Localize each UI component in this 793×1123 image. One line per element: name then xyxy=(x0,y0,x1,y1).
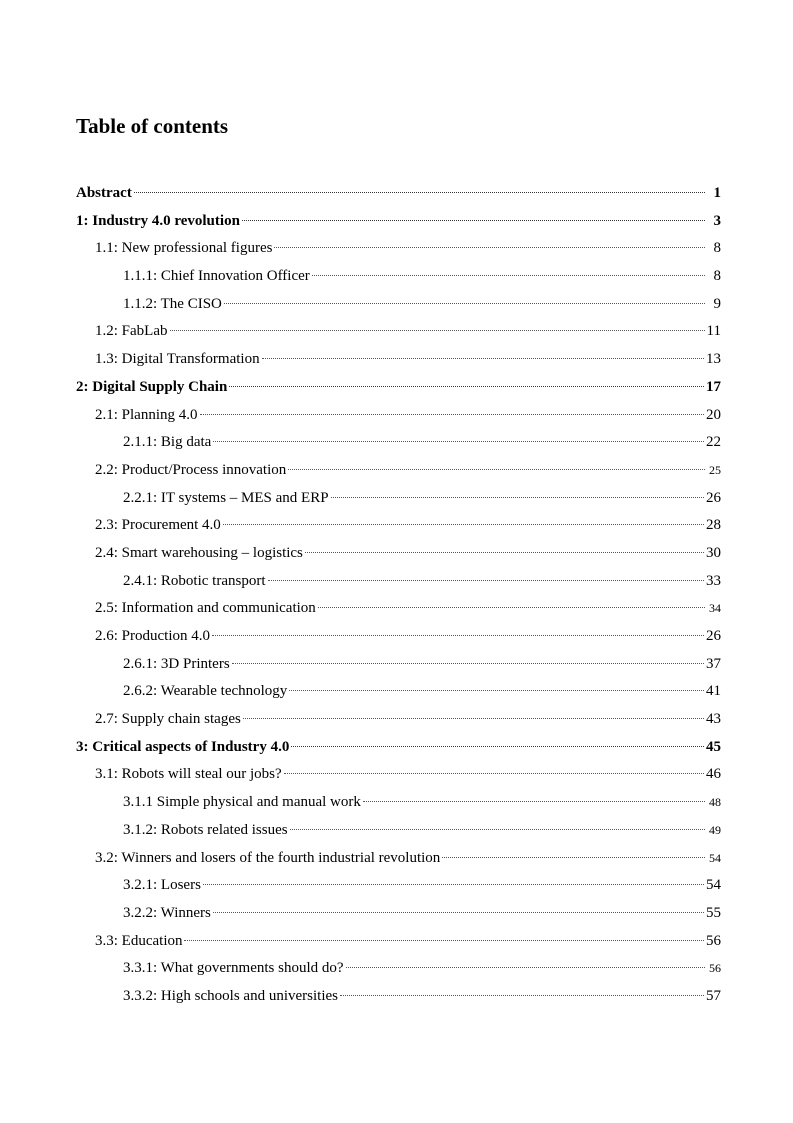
toc-entry-page: 55 xyxy=(706,904,721,921)
toc-entry-page: 33 xyxy=(706,572,721,589)
toc-entry-2-6-1[interactable] xyxy=(76,651,721,679)
dot-leader xyxy=(288,469,705,470)
toc-entry-label: 2.4.1: Robotic transport xyxy=(123,572,266,589)
toc-entry-label: 3.1: Robots will steal our jobs? xyxy=(95,766,282,783)
toc-entry-3-1-1[interactable] xyxy=(76,789,721,817)
toc-entry-page: 8 xyxy=(713,240,721,257)
toc-entry-label: 2.1.1: Big data xyxy=(123,434,212,451)
toc-entry-page: 3 xyxy=(713,212,721,229)
toc-entry-2-1-1[interactable] xyxy=(76,429,721,457)
toc-entry-page: 48 xyxy=(709,795,721,810)
dot-leader xyxy=(170,330,705,331)
toc-entry-label: 1.1.1: Chief Innovation Officer xyxy=(123,268,310,285)
dot-leader xyxy=(268,580,705,581)
toc-entry-1-1[interactable] xyxy=(76,235,721,263)
toc-entry-label: 2.5: Information and communication xyxy=(95,600,316,617)
toc-entry-label: 1.2: FabLab xyxy=(95,323,168,340)
toc-entry-page: 34 xyxy=(709,601,721,616)
dot-leader xyxy=(223,524,704,525)
toc-entry-label: 2.3: Procurement 4.0 xyxy=(95,517,221,534)
toc-entry-1[interactable] xyxy=(76,208,721,236)
toc-entry-page: 57 xyxy=(706,987,721,1004)
dot-leader xyxy=(200,414,704,415)
toc-entry-page: 54 xyxy=(709,850,721,865)
toc-entry-label: 2.2: Product/Process innovation xyxy=(95,461,287,478)
toc-entry-label: 1: Industry 4.0 revolution xyxy=(76,212,240,229)
toc-entry-page: 8 xyxy=(713,268,721,285)
toc-entry-page: 26 xyxy=(706,489,721,506)
dot-leader xyxy=(213,441,704,442)
toc-entry-label: 2.1: Planning 4.0 xyxy=(95,406,198,423)
toc-entry-2-4-1[interactable] xyxy=(76,568,721,596)
toc-entry-page: 56 xyxy=(706,932,721,949)
toc-entry-1-1-2[interactable] xyxy=(76,291,721,319)
toc-entry-label: 3.3.2: High schools and universities xyxy=(123,987,338,1004)
dot-leader xyxy=(134,192,705,193)
toc-entry-2-1[interactable] xyxy=(76,402,721,430)
toc-entry-page: 13 xyxy=(706,351,721,368)
dot-leader xyxy=(331,497,704,498)
dot-leader xyxy=(363,801,705,802)
dot-leader xyxy=(229,386,704,387)
dot-leader xyxy=(203,884,704,885)
toc-entry-page: 20 xyxy=(706,406,721,423)
toc-entry-2-2-1[interactable] xyxy=(76,485,721,513)
toc-entry-page: 37 xyxy=(706,655,721,672)
toc-entry-2-4[interactable] xyxy=(76,540,721,568)
toc-entry-3-2-2[interactable] xyxy=(76,900,721,928)
dot-leader xyxy=(305,552,704,553)
toc-list xyxy=(76,180,721,1011)
toc-entry-2-6[interactable] xyxy=(76,623,721,651)
toc-entry-page: 17 xyxy=(706,378,721,395)
toc-entry-label: 3.2.1: Losers xyxy=(123,877,201,894)
toc-entry-2[interactable] xyxy=(76,374,721,402)
dot-leader xyxy=(318,607,705,608)
dot-leader xyxy=(274,247,705,248)
toc-title: Table of contents xyxy=(76,114,229,138)
toc-entry-label: 2.6.1: 3D Printers xyxy=(123,655,230,672)
dot-leader xyxy=(289,690,704,691)
toc-entry-label: 3.1.2: Robots related issues xyxy=(123,821,288,838)
dot-leader xyxy=(212,635,704,636)
toc-entry-label: 3.2: Winners and losers of the fourth industrial revolution xyxy=(95,849,441,866)
toc-entry-page: 54 xyxy=(706,877,721,894)
dot-leader xyxy=(442,857,705,858)
toc-entry-1-3[interactable] xyxy=(76,346,721,374)
toc-entry-3-1[interactable] xyxy=(76,761,721,789)
toc-entry-label: 2.2.1: IT systems – MES and ERP xyxy=(123,489,329,506)
dot-leader xyxy=(340,995,704,996)
toc-entry-2-6-2[interactable] xyxy=(76,678,721,706)
toc-entry-page: 49 xyxy=(709,822,721,837)
toc-entry-1-1-1[interactable] xyxy=(76,263,721,291)
toc-entry-label: 3: Critical aspects of Industry 4.0 xyxy=(76,738,290,755)
dot-leader xyxy=(213,912,704,913)
dot-leader xyxy=(346,967,705,968)
toc-entry-3-2-1[interactable] xyxy=(76,872,721,900)
dot-leader xyxy=(262,358,704,359)
dot-leader xyxy=(184,940,704,941)
toc-entry-2-5[interactable] xyxy=(76,595,721,623)
toc-entry-label: Abstract xyxy=(76,185,132,201)
toc-entry-page: 56 xyxy=(709,961,721,976)
toc-entry-label: 2.6.2: Wearable technology xyxy=(123,683,288,700)
toc-entry-label: 3.3.1: What governments should do? xyxy=(123,960,344,977)
toc-entry-2-2[interactable] xyxy=(76,457,721,485)
toc-entry-abstract[interactable] xyxy=(76,180,721,208)
toc-entry-label: 2: Digital Supply Chain xyxy=(76,378,228,395)
dot-leader xyxy=(243,718,704,719)
toc-entry-page: 11 xyxy=(706,323,721,340)
toc-entry-1-2[interactable] xyxy=(76,318,721,346)
toc-entry-page: 46 xyxy=(706,766,721,783)
toc-entry-3-3[interactable] xyxy=(76,928,721,956)
toc-entry-page: 28 xyxy=(706,517,721,534)
dot-leader xyxy=(224,303,705,304)
toc-entry-label: 3.1.1 Simple physical and manual work xyxy=(123,794,361,811)
toc-entry-3-3-1[interactable] xyxy=(76,955,721,983)
toc-entry-label: 2.4: Smart warehousing – logistics xyxy=(95,544,303,561)
toc-entry-page: 26 xyxy=(706,628,721,644)
dot-leader xyxy=(284,773,704,774)
toc-entry-label: 1.1.2: The CISO xyxy=(123,295,222,312)
dot-leader xyxy=(242,220,705,221)
toc-entry-page: 41 xyxy=(706,683,721,700)
toc-entry-label: 3.2.2: Winners xyxy=(123,904,211,921)
toc-entry-page: 22 xyxy=(706,434,721,451)
toc-entry-page: 1 xyxy=(713,185,721,201)
dot-leader xyxy=(312,275,705,276)
toc-entry-3-1-2[interactable] xyxy=(76,817,721,845)
toc-entry-2-7[interactable] xyxy=(76,706,721,734)
toc-entry-3-2[interactable] xyxy=(76,845,721,873)
toc-entry-page: 30 xyxy=(706,544,721,561)
toc-entry-label: 3.3: Education xyxy=(95,932,183,949)
toc-entry-page: 9 xyxy=(713,295,721,312)
toc-entry-2-3[interactable] xyxy=(76,512,721,540)
toc-entry-3-3-2[interactable] xyxy=(76,983,721,1011)
toc-entry-3[interactable] xyxy=(76,734,721,762)
dot-leader xyxy=(290,829,705,830)
toc-entry-page: 45 xyxy=(706,738,721,755)
toc-entry-label: 2.6: Production 4.0 xyxy=(95,628,210,644)
toc-entry-label: 1.3: Digital Transformation xyxy=(95,351,260,368)
toc-entry-page: 43 xyxy=(706,711,721,728)
toc-entry-label: 1.1: New professional figures xyxy=(95,240,273,257)
toc-entry-page: 25 xyxy=(709,462,721,477)
dot-leader xyxy=(291,746,704,747)
dot-leader xyxy=(232,663,704,664)
toc-entry-label: 2.7: Supply chain stages xyxy=(95,711,241,728)
